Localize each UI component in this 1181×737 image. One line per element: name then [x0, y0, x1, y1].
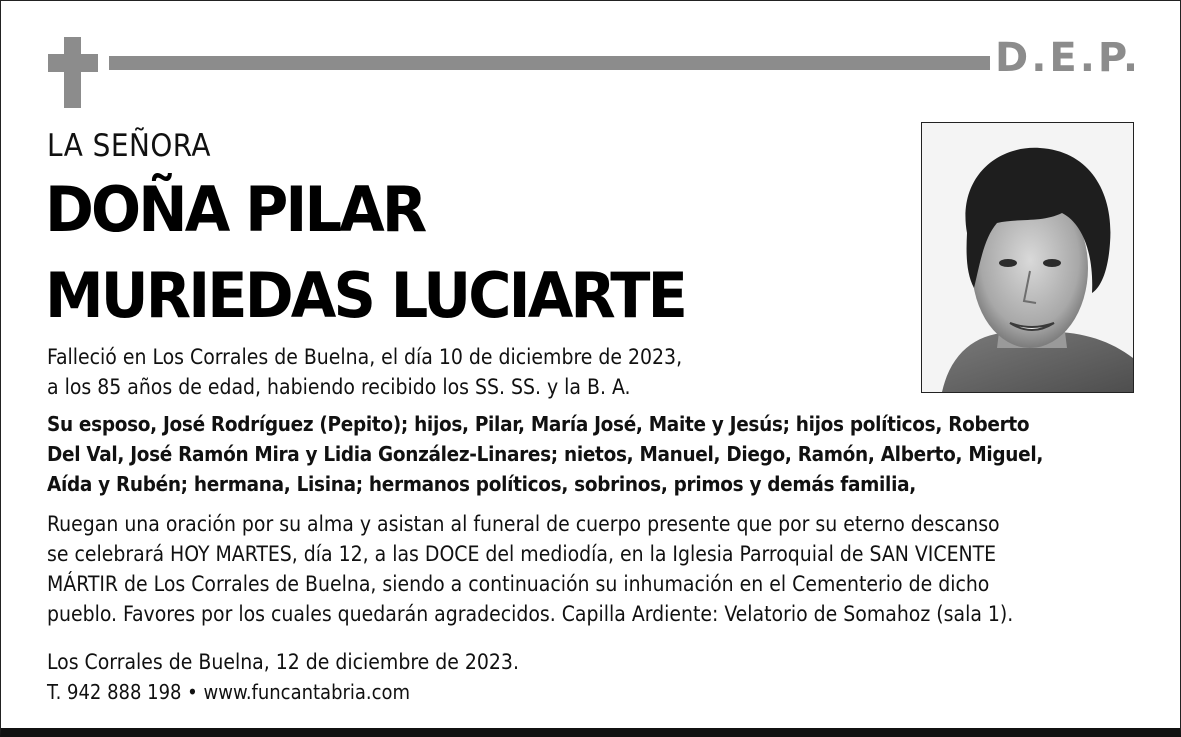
- death-statement-line1: Falleció en Los Corrales de Buelna, el día 10 de diciembre de 2023,: [47, 345, 683, 369]
- deceased-name-line1: DOÑA PILAR: [45, 173, 425, 246]
- family-line1: Su esposo, José Rodríguez (Pepito); hijos, Pilar, María José, Maite y Jesús; hijos políticos, Roberto: [47, 412, 1030, 436]
- cross-icon-bar: [48, 54, 98, 72]
- contact-info: T. 942 888 198 • www.funcantabria.com: [47, 680, 411, 704]
- funeral-line4: pueblo. Favores por los cuales quedarán agradecidos. Capilla Ardiente: Velatorio de Somahoz (sala 1).: [47, 602, 1014, 626]
- funeral-line2: se celebrará HOY MARTES, día 12, a las DOCE del mediodía, en la Iglesia Parroquial de SAN VICENTE: [47, 542, 997, 566]
- dep-heading: D.E.P.: [995, 35, 1142, 81]
- honorific: LA SEÑORA: [47, 128, 211, 164]
- place-date: Los Corrales de Buelna, 12 de diciembre de 2023.: [47, 650, 519, 674]
- portrait-photo: [921, 122, 1134, 393]
- deceased-name-line2: MURIEDAS LUCIARTE: [45, 259, 686, 332]
- cross-icon: [64, 37, 81, 108]
- family-line3: Aída y Rubén; hermana, Lisina; hermanos políticos, sobrinos, primos y demás familia,: [47, 472, 916, 496]
- funeral-line3: MÁRTIR de Los Corrales de Buelna, siendo a continuación su inhumación en el Cementerio de dicho: [47, 572, 990, 596]
- header-rule: [109, 56, 990, 70]
- death-statement-line2: a los 85 años de edad, habiendo recibido los SS. SS. y la B. A.: [47, 375, 631, 399]
- family-line2: Del Val, José Ramón Mira y Lidia González-Linares; nietos, Manuel, Diego, Ramón, Alberto, Miguel,: [47, 442, 1044, 466]
- funeral-line1: Ruegan una oración por su alma y asistan al funeral de cuerpo presente que por su eterno descanso: [47, 512, 1000, 536]
- portrait-icon: [922, 123, 1133, 392]
